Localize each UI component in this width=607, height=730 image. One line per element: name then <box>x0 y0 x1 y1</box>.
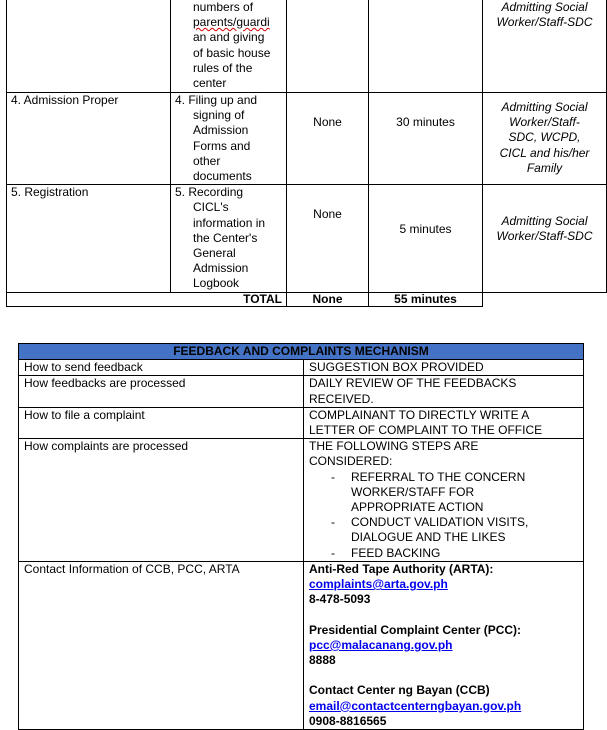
contact-phone: 8-478-5093 <box>309 592 371 607</box>
agency-action-line: the Center's <box>193 230 258 245</box>
feedback-value <box>304 376 584 407</box>
process-table <box>6 0 607 307</box>
feedback-label: Contact Information of CCB, PCC, ARTA <box>19 561 304 729</box>
agency-action-line: Admission <box>193 261 249 276</box>
agency-action-cell <box>171 0 287 93</box>
total-fees: None <box>287 292 369 306</box>
value-line: DAILY REVIEW OF THE FEEDBACKS <box>309 376 517 391</box>
responsible-line: SDC, WCPD, <box>508 130 581 145</box>
agency-action-line: of basic house <box>193 45 271 60</box>
agency-action-line: documents <box>193 169 252 184</box>
list-item <box>309 470 578 516</box>
responsible-line: Family <box>526 160 563 175</box>
client-step-cell <box>7 0 171 93</box>
responsible-line: Admitting Social <box>501 100 588 114</box>
complaint-steps-list <box>309 470 578 561</box>
agency-action-line: other <box>193 153 221 168</box>
total-row <box>7 292 607 306</box>
value-line: CONSIDERED: <box>309 454 393 469</box>
time-cell <box>369 0 483 93</box>
agency-action-line: rules of the <box>193 60 253 75</box>
client-step-cell: 4. Admission Proper <box>7 93 171 185</box>
feedback-label: How complaints are processed <box>19 439 304 562</box>
time-cell: 30 minutes <box>369 93 483 185</box>
feedback-table <box>18 343 584 730</box>
total-time: 55 minutes <box>369 292 483 306</box>
feedback-label: How feedbacks are processed <box>19 376 304 407</box>
contact-name: Presidential Complaint Center (PCC): <box>309 622 522 637</box>
responsible-cell <box>483 185 607 292</box>
responsible-cell <box>483 93 607 185</box>
feedback-value <box>304 439 584 562</box>
responsible-line: Admitting Social <box>501 0 588 14</box>
value-line: LETTER OF COMPLAINT TO THE OFFICE <box>309 423 543 438</box>
agency-action-line: 5. Recording <box>175 185 244 200</box>
fees-cell <box>287 0 369 93</box>
agency-action-line: Forms and <box>193 138 251 153</box>
agency-action-line: parents/guardi <box>193 15 270 30</box>
value-line: RECEIVED. <box>309 391 374 406</box>
value-line: COMPLAINANT TO DIRECTLY WRITE A <box>309 407 530 422</box>
responsible-cell <box>483 0 607 93</box>
contact-email-link[interactable]: email@contactcenterngbayan.gov.ph <box>309 698 522 713</box>
value-line: THE FOLLOWING STEPS ARE <box>309 439 479 454</box>
agency-action-line: signing of <box>193 108 245 123</box>
contact-name: Contact Center ng Bayan (CCB) <box>309 683 490 698</box>
agency-action-line: center <box>193 76 227 91</box>
feedback-label: How to send feedback <box>19 360 304 376</box>
feedback-value <box>304 407 584 438</box>
contact-email-link[interactable]: complaints@arta.gov.ph <box>309 577 448 592</box>
fees-cell: None <box>287 185 369 292</box>
contact-info <box>304 561 584 729</box>
agency-action-line: numbers of <box>193 0 254 14</box>
agency-action-line: an and giving <box>193 30 265 45</box>
table-row <box>19 407 584 438</box>
client-step-cell: 5. Registration <box>7 185 171 292</box>
table-row <box>7 0 607 93</box>
responsible-line: Admitting Social <box>501 214 588 229</box>
agency-action-line: information in <box>193 215 266 230</box>
table-row <box>19 439 584 562</box>
table-row <box>7 185 607 292</box>
responsible-line: Worker/Staff- <box>509 115 580 130</box>
table-row <box>7 93 607 185</box>
feedback-label: How to file a complaint <box>19 407 304 438</box>
time-cell: 5 minutes <box>369 185 483 292</box>
responsible-line: CICL and his/her <box>499 145 590 160</box>
step-line: - REFERRAL TO THE CONCERN <box>351 469 526 484</box>
agency-action-cell <box>171 185 287 292</box>
step-line: - FEED BACKING <box>351 545 441 560</box>
feedback-header: FEEDBACK AND COMPLAINTS MECHANISM <box>19 344 584 360</box>
step-line: DIALOGUE AND THE LIKES <box>351 530 506 545</box>
spacer <box>309 607 578 622</box>
agency-action-line: General <box>193 246 236 261</box>
feedback-value <box>304 360 584 376</box>
responsible-line: Worker/Staff-SDC <box>496 229 593 244</box>
total-empty-cell <box>483 292 607 306</box>
agency-action-line: CICL's <box>193 200 229 215</box>
contact-phone: 0908-8816565 <box>309 713 387 728</box>
value-line: SUGGESTION BOX PROVIDED <box>309 360 484 375</box>
contact-phone: 8888 <box>309 653 336 668</box>
step-line: APPROPRIATE ACTION <box>351 500 484 515</box>
agency-action-cell <box>171 93 287 185</box>
responsible-line: Worker/Staff-SDC <box>496 15 593 30</box>
step-line: - CONDUCT VALIDATION VISITS, <box>351 515 529 530</box>
agency-action-line: 4. Filing up and <box>175 93 258 107</box>
table-row <box>19 376 584 407</box>
table-row <box>19 360 584 376</box>
agency-action-line: Logbook <box>193 276 240 291</box>
table-row <box>19 561 584 729</box>
contact-email-link[interactable]: pcc@malacanang.gov.ph <box>309 637 453 652</box>
contact-name: Anti-Red Tape Authority (ARTA): <box>309 561 494 576</box>
list-item <box>309 515 578 545</box>
list-item <box>309 546 578 561</box>
step-line: WORKER/STAFF FOR <box>351 484 475 499</box>
spacer <box>309 668 578 683</box>
total-label: TOTAL <box>7 292 287 306</box>
agency-action-line: Admission <box>193 123 249 138</box>
fees-cell: None <box>287 93 369 185</box>
